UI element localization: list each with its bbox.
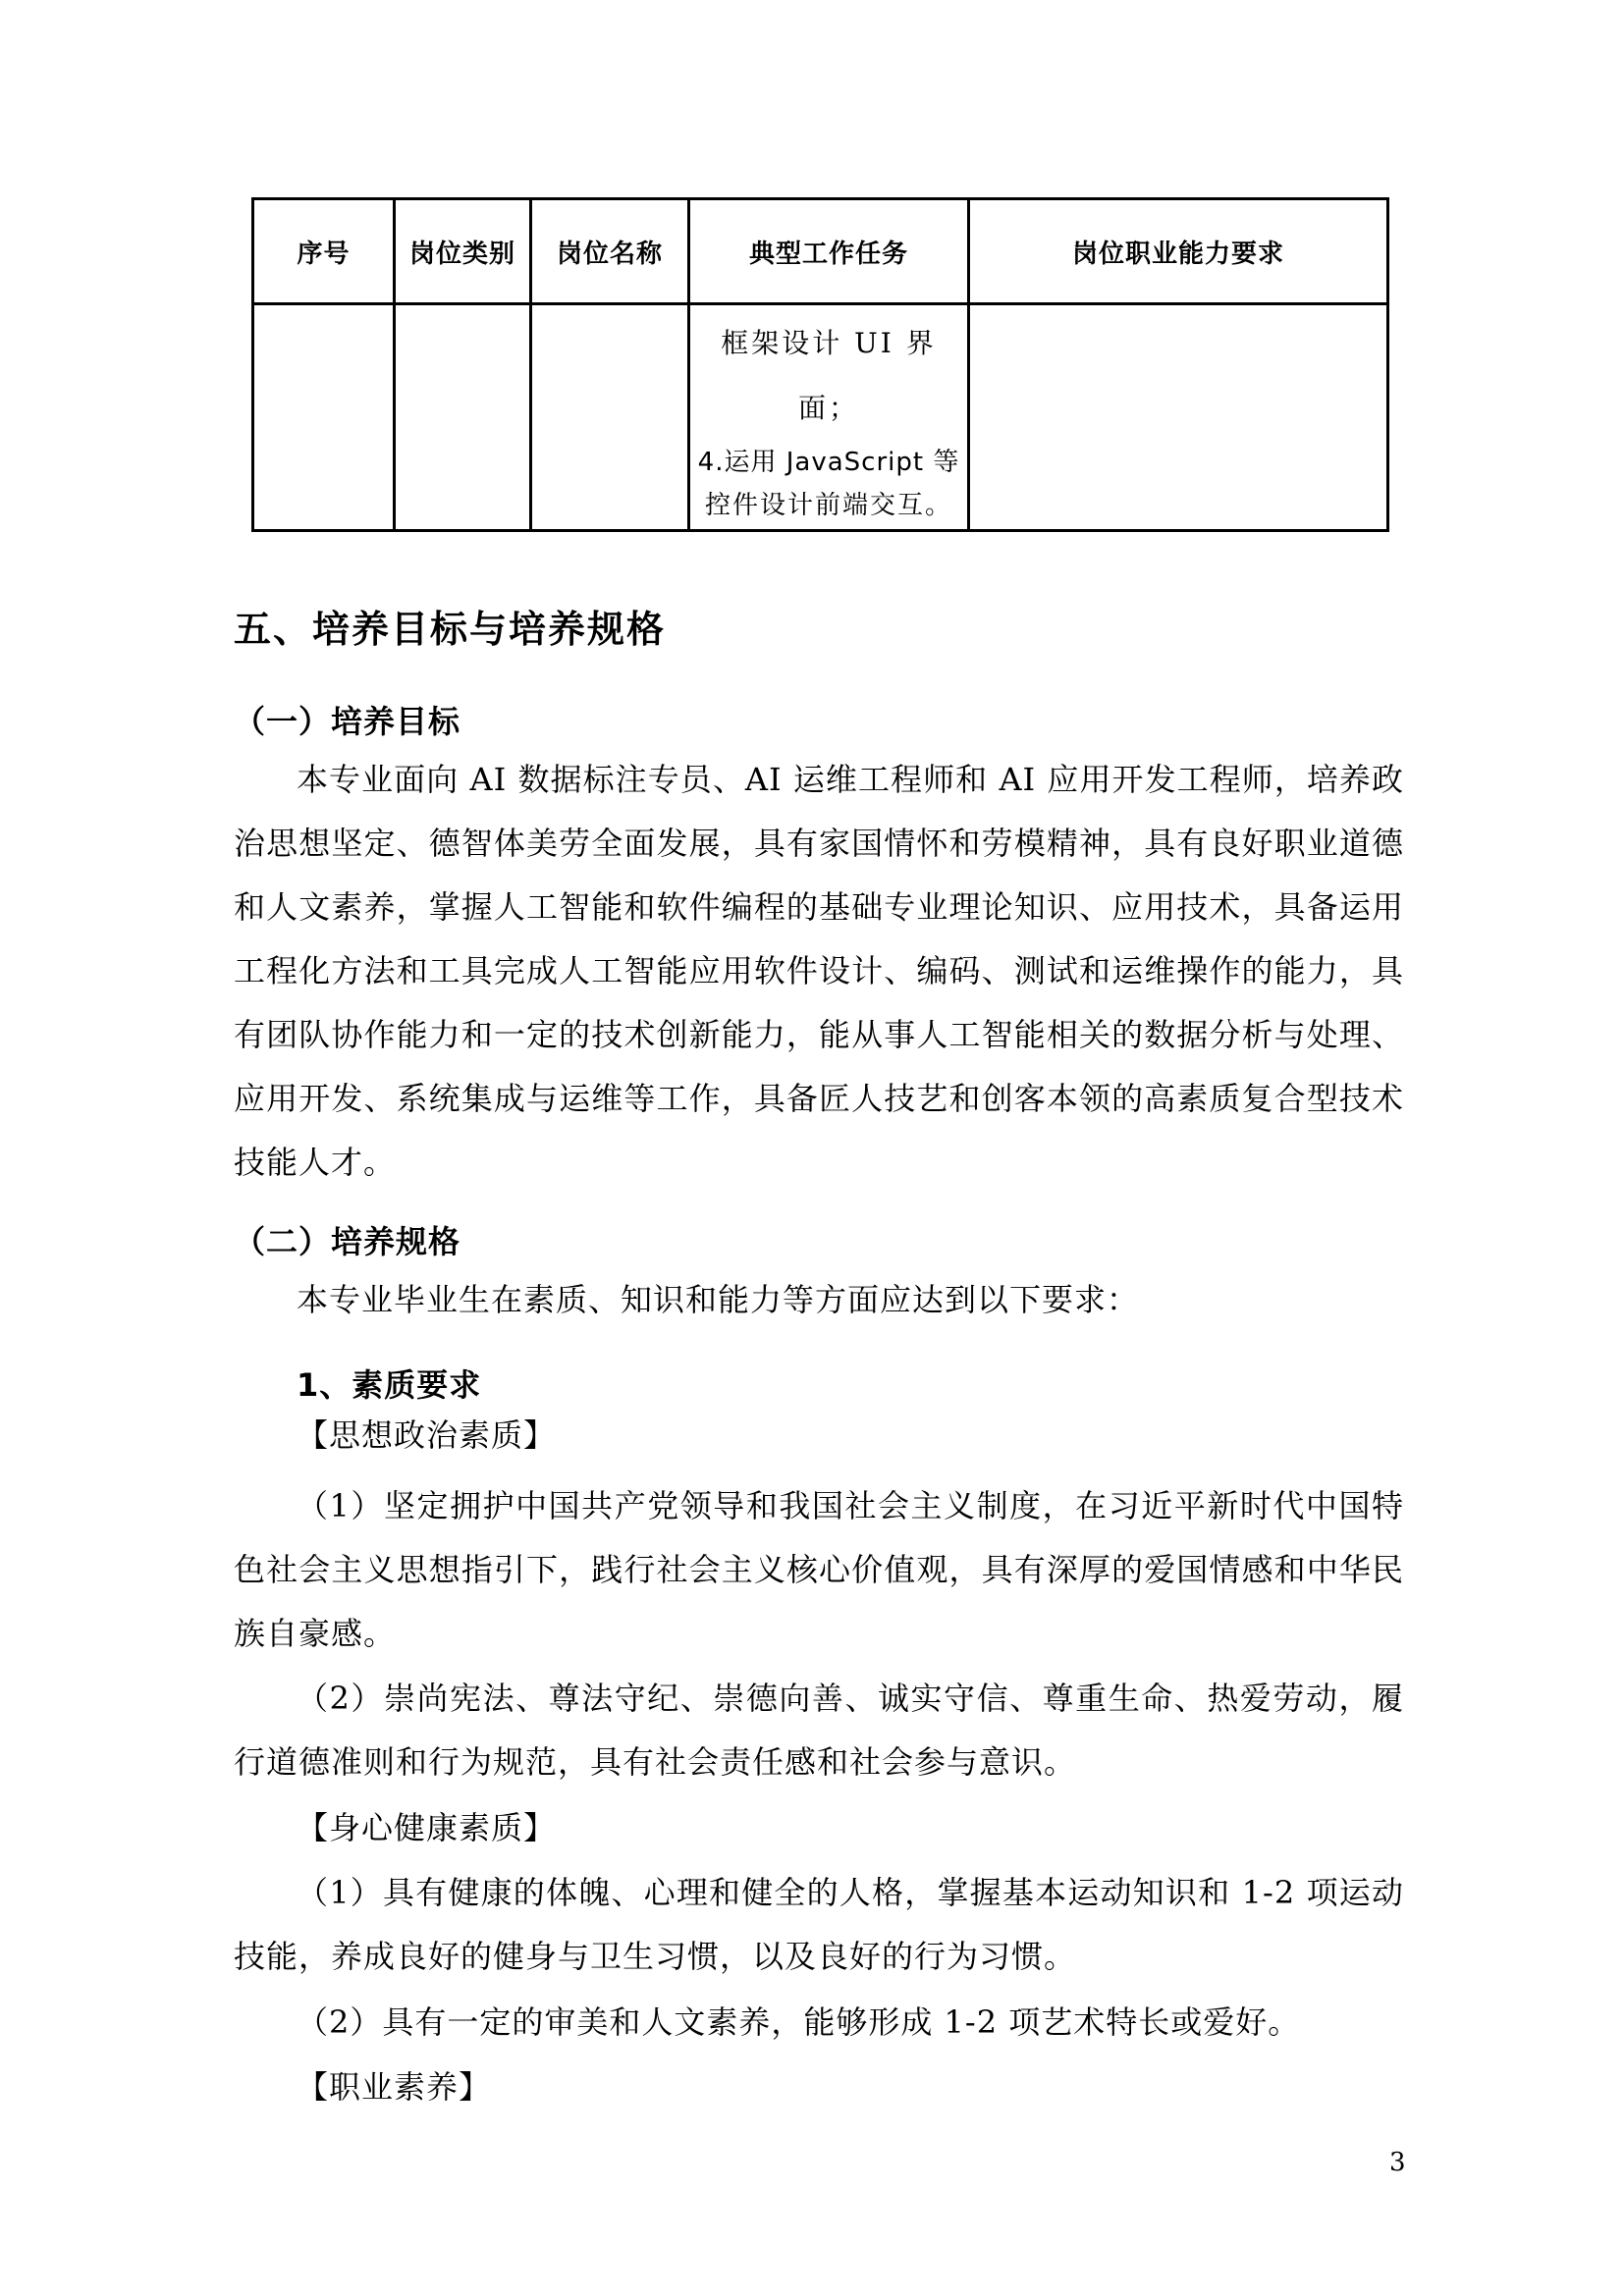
section-title: 五、培养目标与培养规格 (234, 608, 667, 651)
task-line: 4.运用 JavaScript 等 (697, 448, 960, 477)
job-position-table (251, 197, 1389, 532)
task-line: 框架设计 UI 界 (721, 327, 937, 359)
header-post-category: 岗位类别 (395, 199, 531, 304)
ideology-item-2: （2）崇尚宪法、尊法守纪、崇德向善、诚实守信、尊重生命、热爱劳动，履行道德准则和行为规范，具有社会责任感和社会参与意识。 (234, 1680, 1404, 1781)
header-typical-tasks: 典型工作任务 (689, 199, 969, 304)
cell-post-name (531, 304, 689, 531)
goal-paragraph: 本专业面向 AI 数据标注专员、AI 运维工程师和 AI 应用开发工程师，培养政治思想坚定、德智体美劳全面发展，具有家国情怀和劳模精神，具有良好职业道德和人文素养，掌握人工智能和软件编程的基础专业理论知识、应用技术，具备运用工程化方法和工具完成人工智能应用软件设计、编码、测试和运维操作的能力，具有团队协作能力和一定的技术创新能力，能从事人工智能相关的数据分析与处理、应用开发、系统集成与运维等工作，具备匠人技艺和创客本领的高素质复合型技术技能人才。 (234, 761, 1404, 1181)
spec-intro: 本专业毕业生在素质、知识和能力等方面应达到以下要求： (297, 1281, 1140, 1318)
cell-serial (253, 304, 395, 531)
career-label: 【职业素养】 (297, 2068, 492, 2106)
goal-heading: （一）培养目标 (234, 703, 461, 740)
quality-heading: 1、素质要求 (297, 1366, 482, 1404)
health-item-1: （1）具有健康的体魄、心理和健全的人格，掌握基本运动知识和 1-2 项运动技能，养成良好的健身与卫生习惯，以及良好的行为习惯。 (234, 1874, 1404, 1975)
cell-ability-requirements (969, 304, 1388, 531)
header-post-name: 岗位名称 (531, 199, 689, 304)
ideology-label: 【思想政治素质】 (297, 1416, 557, 1454)
cell-post-category (395, 304, 531, 531)
ideology-item-1: （1）坚定拥护中国共产党领导和我国社会主义制度，在习近平新时代中国特色社会主义思想指引下，践行社会主义核心价值观，具有深厚的爱国情感和中华民族自豪感。 (234, 1487, 1404, 1652)
cell-typical-tasks (689, 304, 969, 531)
page-number: 3 (1389, 2148, 1406, 2177)
health-item-2: （2）具有一定的审美和人文素养，能够形成 1-2 项艺术特长或爱好。 (297, 2003, 1301, 2041)
table-row (253, 304, 1388, 531)
header-serial: 序号 (253, 199, 395, 304)
spec-heading: （二）培养规格 (234, 1223, 461, 1260)
header-ability-requirements: 岗位职业能力要求 (969, 199, 1388, 304)
task-line: 控件设计前端交互。 (704, 491, 952, 520)
table-header-row (253, 199, 1388, 304)
health-label: 【身心健康素质】 (297, 1809, 557, 1846)
task-line: 面； (797, 392, 859, 424)
